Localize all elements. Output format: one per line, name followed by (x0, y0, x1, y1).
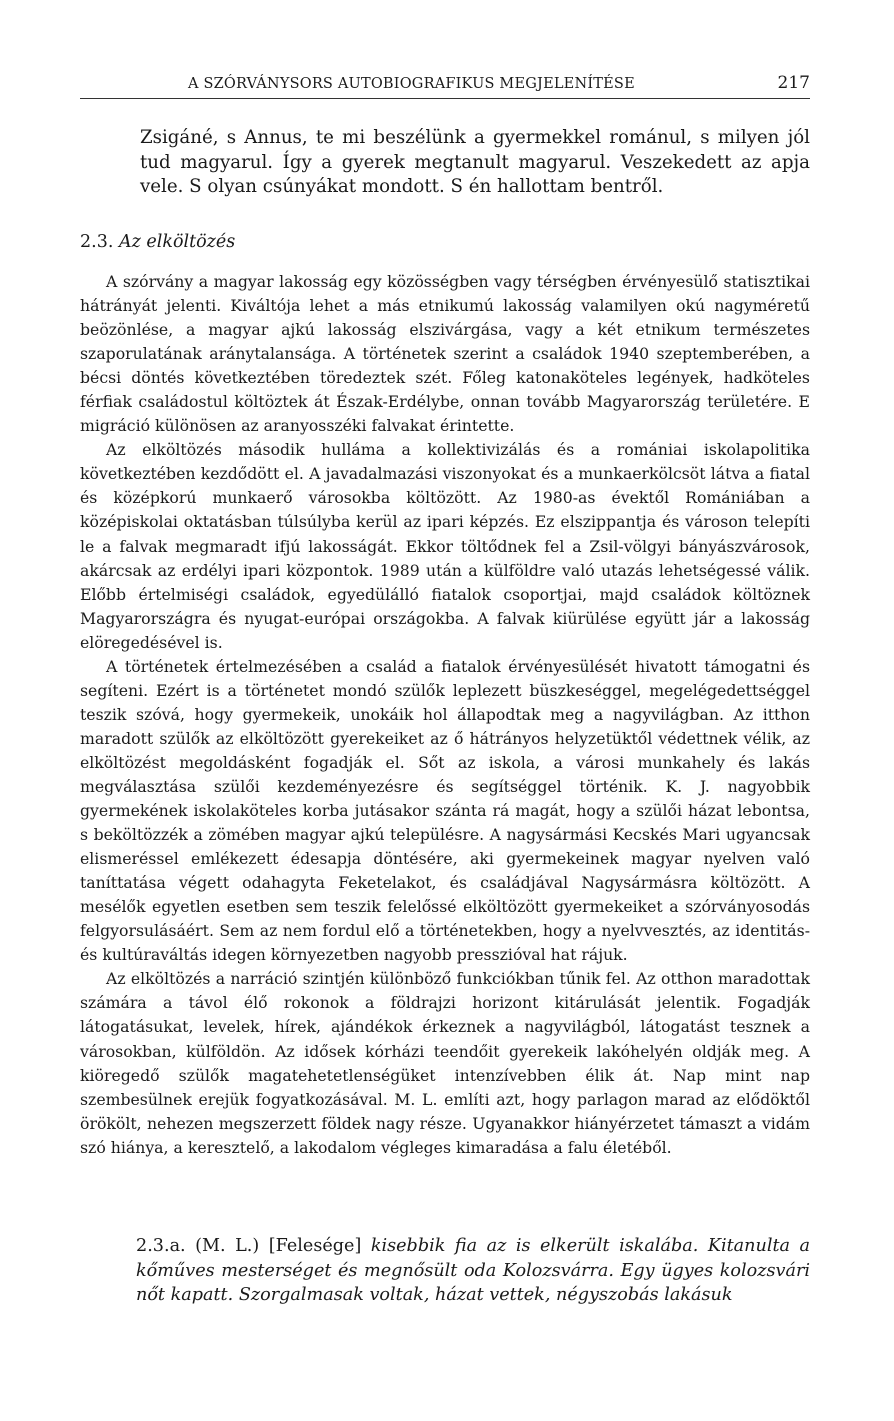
paragraph: A történetek értelmezésében a család a fiatalok érvényesülését hivatott támogatni és segíteni. Ezért is a történetet mondó szülők leplezett büszkeséggel, megelégedettséggel teszik szóvá, hogy gyermekeik, unokáik hol állapodtak meg a nagyvilágban. Az itthon maradott szülők az elköltözött gyerekeiket az ő hátrányos helyzetüktől védettnek vélik, az elköltözést megoldásként fogadják el. Sőt az iskola, a városi munkahely és lakás megválasztása szülői kezdeményezésre és segítséggel történik. K. J. nagyobbik gyermekének iskolaköteles korba jutásakor szánta rá magát, hogy a szülői házat lebontsa, s beköltözzék a zömében magyar ajkú településre. A nagysármási Kecskés Mari ugyancsak elismeréssel emlékezett édesapja döntésére, aki gyermekeinek magyar nyelven való taníttatása végett odahagyta Feketelakot, és családjával Nagysármásra költözött. A mesélők egyetlen esetben sem teszik felelőssé elköltözött gyermekeiket a szórványosodás felgyorsulásáért. Sem az nem fordul elő a történetekben, hogy a nyelvvesztés, az identitás- és kultúraváltás idegen környezetben nagyobb presszióval hat rájuk. (80, 656, 810, 965)
body-text (80, 270, 810, 1160)
running-title: A SZÓRVÁNYSORS AUTOBIOGRAFIKUS MEGJELENÍTÉSE (188, 76, 635, 92)
section-number: 2.3. (80, 232, 114, 252)
paragraph: Az elköltözés a narráció szintjén különböző funkciókban tűnik fel. Az otthon maradottak számára a távol élő rokonok a földrajzi horizont kitárulását jelentik. Fogadják látogatásukat, levelek, hírek, ajándékok érkeznek a nagyvilágból, látogatást tesznek a városokban, külföldön. Az idősek kórházi teendőit gyerekeik lakóhelyén oldják meg. A kiöregedő szülők magatehetetlenségüket intenzívebben élik át. Nap mint nap szembesülnek erejük fogyatkozásával. M. L. említi azt, hogy parlagon marad az elődöktől örökölt, nehezen megszerzett földek nagy része. Ugyanakkor hiányérzetet támaszt a vidám szó hiánya, a keresztelő, a lakodalom végleges kimaradása a falu életéből. (80, 969, 810, 1157)
page-number: 217 (777, 73, 810, 93)
closing-quote-label: 2.3.a. (M. L.) [Felesége] (136, 1236, 362, 1256)
paragraph: Az elköltözés második hulláma a kollektivizálás és a romániai iskolapolitika következtében kezdődött el. A javadalmazási viszonyokat és a munkaerkölcsöt látva a fiatal és középkorú munkaerő városokba költözött. Az 1980-as évektől Romániában a középiskolai oktatásban túlsúlyba kerül az ipari képzés. Ez elszippantja és városon telepíti le a falvak megmaradt ifjú lakosságát. Ekkor töltődnek fel a Zsil-völgyi bányászvárosok, akárcsak az erdélyi ipari központok. 1989 után a külföldre való utazás lehetségessé válik. Előbb értelmiségi családok, egyedülálló fiatalok csoportjai, majd családok költöznek Magyarországra és nyugat-európai országokba. A falvak kiürülése együtt jár a lakosság elöregedésével is. (80, 440, 810, 652)
paragraph: A szórvány a magyar lakosság egy közösségben vagy térségben érvényesülő statisztikai hátrányát jelenti. Kiváltója lehet a más etnikumú lakosság valamilyen okú nagyméretű beözönlése, a magyar ajkú lakosság elszivárgása, vagy a két etnikum természetes szaporulatának aránytalansága. A történetek szerint a családok 1940 szeptemberében, a bécsi döntés következtében töredeztek szét. Főleg katonaköteles legények, hadköteles férfiak családostul költöztek át Észak-Erdélybe, onnan tovább Magyarország területére. E migráció különösen az aranyosszéki falvakat érintette. (80, 272, 810, 436)
running-header (80, 72, 810, 99)
section-heading (80, 232, 235, 252)
section-title: Az elköltözés (118, 232, 236, 252)
opening-quote: Zsigáné, s Annus, te mi beszélünk a gyermekkel románul, s milyen jól tud magyarul. Így a gyerek megtanult magyarul. Veszekedett az apja vele. S olyan csúnyákat mondott. S én hallottam bentről. (140, 127, 810, 197)
closing-quote-text: kisebbik fia az is elkerült iskalába. Kitanulta a kőműves mesterséget és megnősült oda Kolozsvárra. Egy ügyes kolozsvári nőt kapatt. Szorgalmasak voltak, házat vettek, négyszobás lakásuk (136, 1236, 811, 1305)
closing-quote (136, 1234, 810, 1308)
